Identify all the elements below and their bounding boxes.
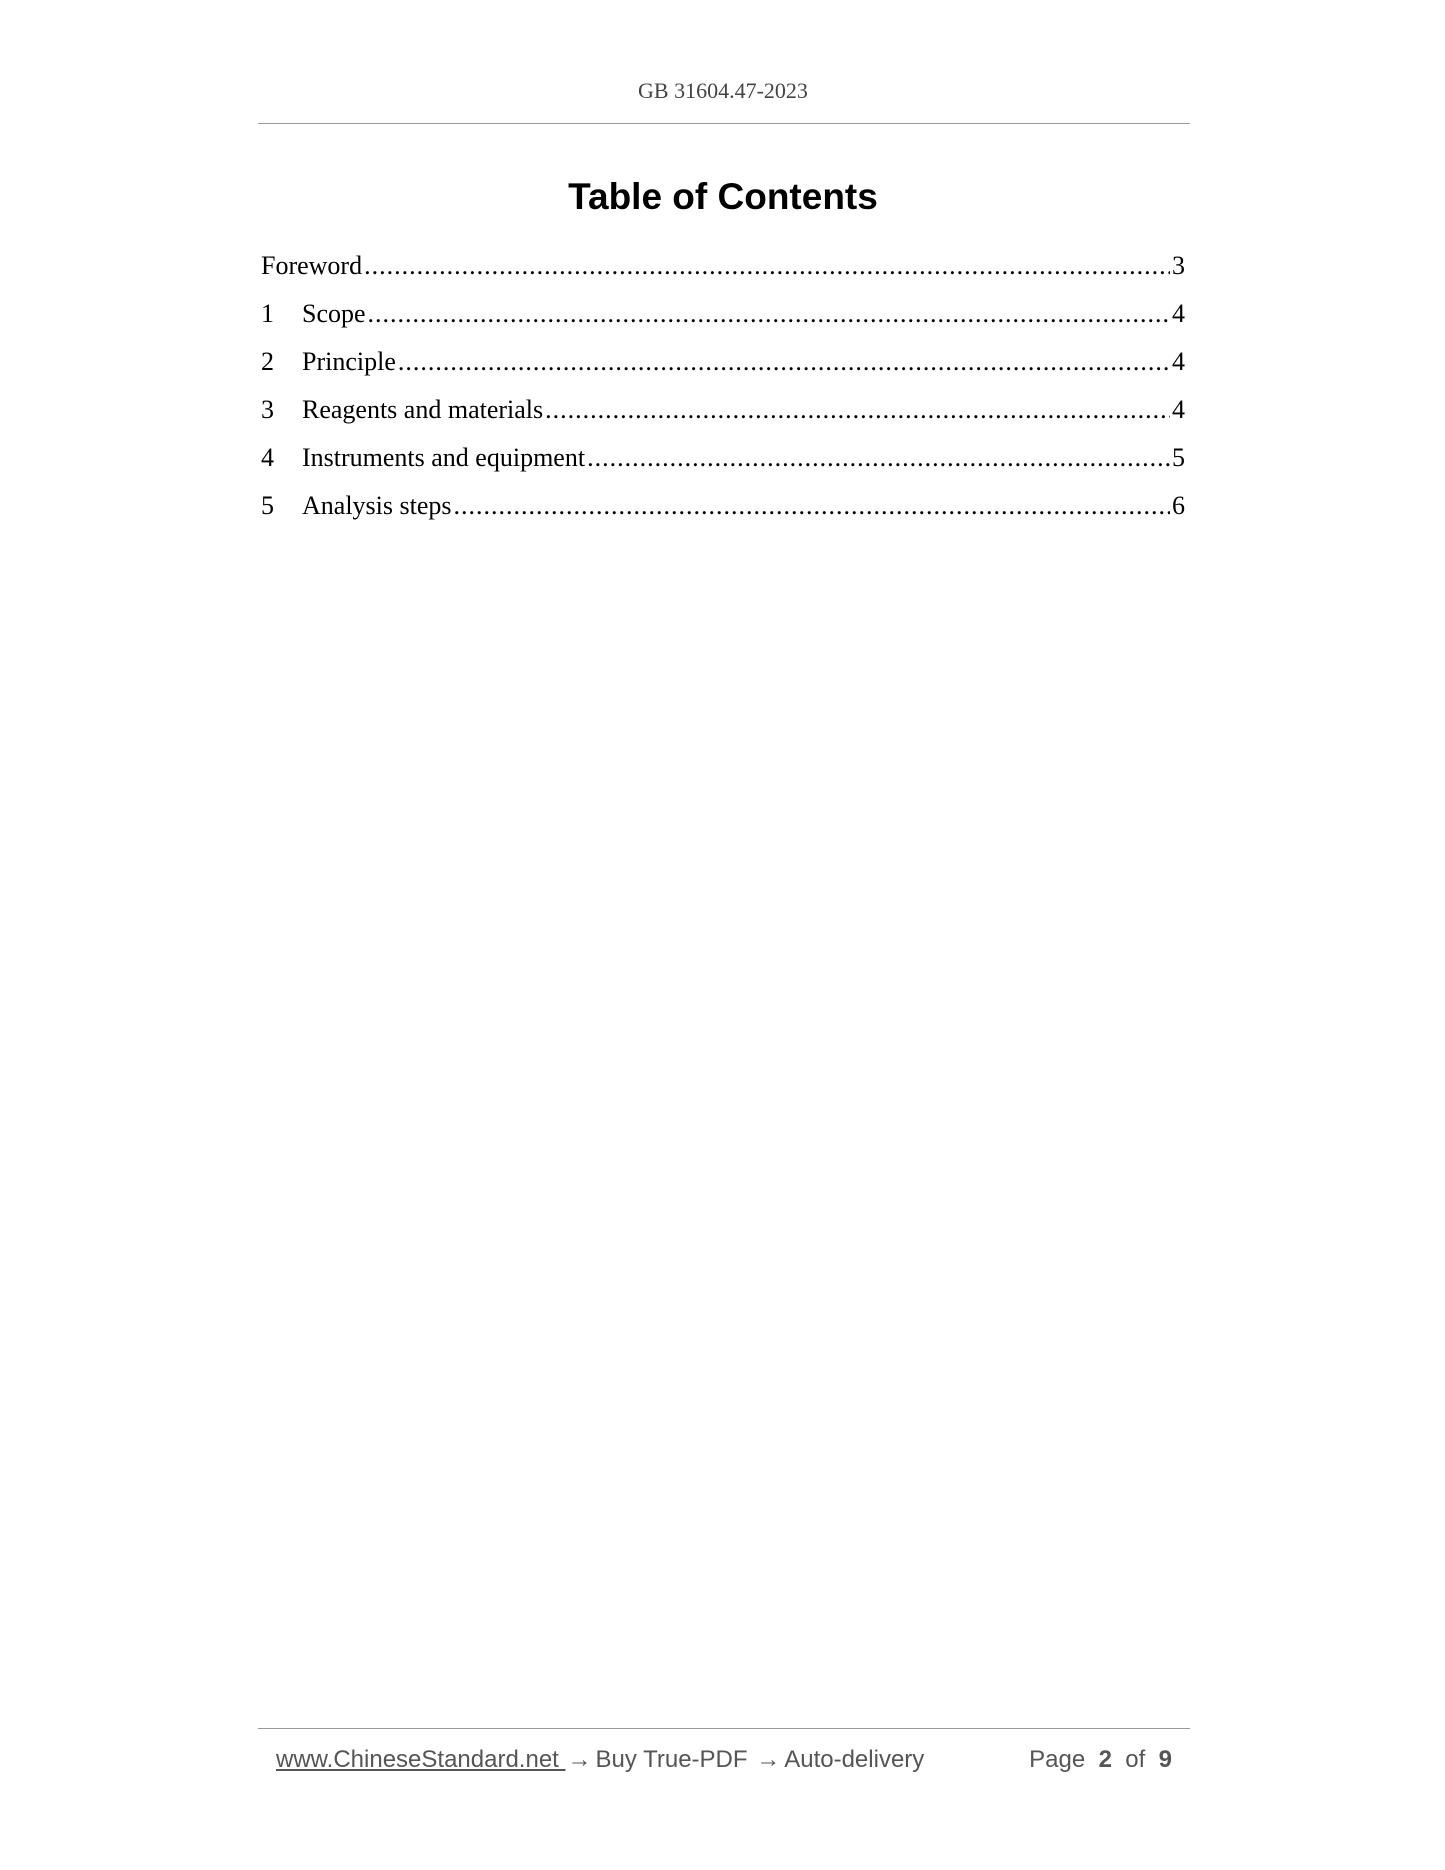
toc-dot-leader — [545, 390, 1170, 430]
current-page-number: 2 — [1098, 1746, 1112, 1773]
toc-entry-page: 3 — [1172, 251, 1185, 280]
arrow-right-icon: → — [756, 1746, 781, 1773]
toc-list — [261, 246, 1185, 534]
total-pages-number: 9 — [1158, 1746, 1172, 1773]
toc-entry-page: 4 — [1172, 395, 1185, 424]
toc-entry-principle[interactable] — [261, 342, 1185, 390]
toc-entry-page: 5 — [1172, 443, 1185, 472]
running-header: GB 31604.47-2023 — [638, 78, 808, 103]
toc-entry-text: Instruments and equipment — [302, 443, 586, 472]
page-label: Page — [1029, 1746, 1086, 1773]
toc-entry-number: 4 — [261, 443, 274, 472]
toc-dot-leader — [368, 294, 1170, 334]
toc-entry-scope[interactable] — [261, 294, 1185, 342]
toc-entry-number: 3 — [261, 395, 274, 424]
toc-entry-text: Analysis steps — [302, 491, 452, 520]
toc-entry-number: 5 — [261, 491, 274, 520]
toc-entry-page: 4 — [1172, 299, 1185, 328]
toc-dot-leader — [398, 342, 1170, 382]
toc-entry-analysis-steps[interactable] — [261, 486, 1185, 534]
header-divider — [258, 123, 1190, 124]
toc-entry-page: 4 — [1172, 347, 1185, 376]
auto-delivery-text: Auto-delivery — [784, 1746, 925, 1773]
toc-entry-page: 6 — [1172, 491, 1185, 520]
toc-entry-number: 2 — [261, 347, 274, 376]
toc-entry-text: Scope — [302, 299, 366, 328]
toc-entry-text: Principle — [302, 347, 396, 376]
footer-divider — [258, 1728, 1190, 1729]
page-counter — [1029, 1746, 1172, 1774]
toc-entry-text: Foreword — [261, 251, 363, 280]
site-link[interactable]: www.ChineseStandard.net — [276, 1746, 566, 1773]
toc-entry-number: 1 — [261, 299, 274, 328]
toc-dot-leader — [454, 486, 1171, 526]
toc-dot-leader — [364, 246, 1170, 286]
toc-entry-reagents[interactable] — [261, 390, 1185, 438]
page-footer — [276, 1746, 1176, 1780]
toc-entry-text: Reagents and materials — [302, 395, 544, 424]
buy-true-pdf-text: Buy True-PDF — [595, 1746, 748, 1773]
toc-title: Table of Contents — [568, 176, 878, 217]
toc-dot-leader — [587, 438, 1170, 478]
arrow-right-icon: → — [567, 1746, 592, 1773]
toc-entry-foreword[interactable] — [261, 246, 1185, 294]
of-label: of — [1125, 1746, 1146, 1773]
toc-entry-instruments[interactable] — [261, 438, 1185, 486]
footer-promo — [276, 1746, 924, 1774]
